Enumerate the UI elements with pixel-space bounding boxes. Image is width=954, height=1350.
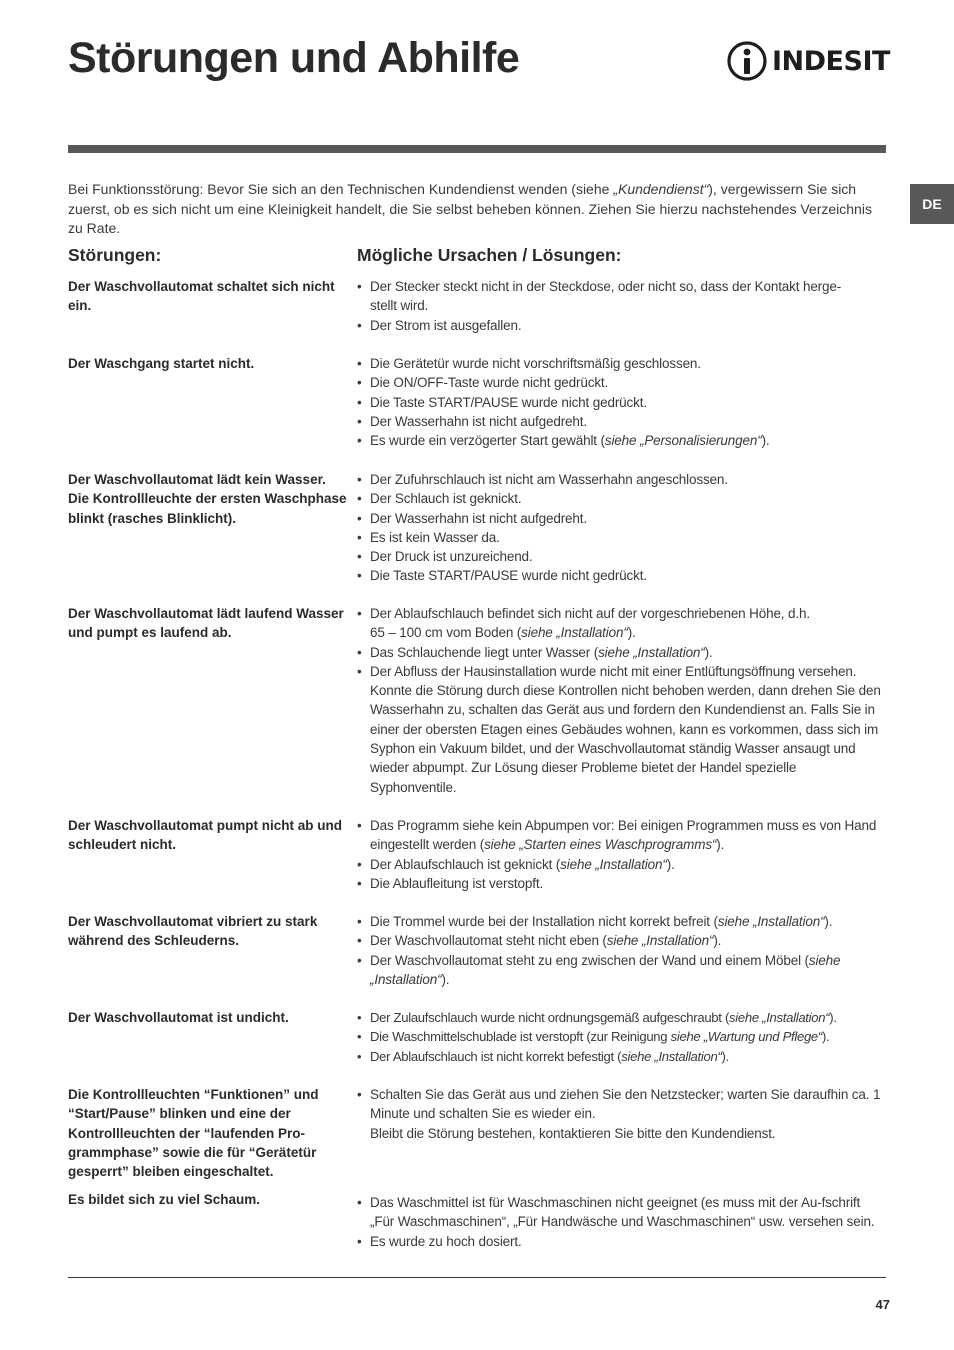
bullet-icon: • (357, 394, 362, 410)
cause-text-continued-start: 65 – 100 cm vom Boden ( (370, 625, 522, 641)
cause-reference: siehe „Personalisierungen“ (604, 433, 762, 449)
bullet-icon: • (357, 568, 362, 584)
list-item (357, 951, 882, 990)
cause-text: Der Ablaufschlauch ist geknickt ( (370, 856, 561, 872)
list-item (357, 874, 882, 893)
cause-text: Der Druck ist unzureichend. (370, 549, 533, 565)
cause-text: Der Ablaufschlauch ist nicht korrekt befestigt ( (370, 1048, 622, 1064)
cause-text: Die Taste START/PAUSE wurde nicht gedrückt. (370, 568, 647, 584)
bullet-icon: • (357, 818, 362, 833)
cause-text: Der Ablaufschlauch befindet sich nicht auf der vorgeschriebenen Höhe, d.h. (370, 606, 810, 621)
cause-reference: siehe „Installation“ (560, 856, 667, 872)
problem-label: Der Waschvollautomat lädt laufend Wasser und pumpt es laufend ab. (68, 606, 344, 641)
problem-label: Der Waschvollautomat pumpt nicht ab und schleudert nicht. (68, 818, 343, 853)
cause-reference: siehe „Installation“ (717, 914, 825, 929)
problem-label: Der Waschgang startet nicht. (68, 356, 255, 371)
list-item (357, 566, 882, 585)
bullet-icon: • (357, 1233, 362, 1249)
bullet-icon: • (357, 433, 362, 449)
cause-text: Schalten Sie das Gerät aus und ziehen Sie den Netzstecker; warten Sie daraufhin ca. 1 Minute und schalten Sie es wieder ein. (370, 1087, 881, 1122)
bullet-icon: • (357, 1087, 362, 1102)
problem-label: Es bildet sich zu viel Schaum. (68, 1192, 261, 1207)
cause-list (357, 1008, 882, 1066)
cause-list (357, 470, 882, 586)
cause-reference: siehe „Installation“ (598, 644, 705, 660)
list-item (357, 912, 882, 931)
cause-text: Der Strom ist ausgefallen. (370, 317, 522, 333)
cause-text: Die ON/OFF-Taste wurde nicht gedrückt. (370, 375, 609, 391)
list-item (357, 373, 882, 392)
cause-text-end: ). (721, 1048, 729, 1064)
bullet-icon: • (357, 1195, 362, 1210)
cause-text: Es wurde ein verzögerter Start gewählt ( (370, 433, 605, 449)
problem-label: Der Waschvollautomat ist undicht. (68, 1010, 289, 1025)
list-item (357, 547, 882, 566)
cause-text-continued (370, 623, 882, 642)
list-item (357, 855, 882, 874)
cause-text: Der Wasserhahn ist nicht aufgedreht. (370, 413, 587, 429)
bullet-icon: • (357, 317, 362, 333)
list-item (357, 470, 882, 489)
cause-text: Das Programm siehe kein Abpumpen vor: Bei einigen Programmen muss es von Hand eingestellt werden ( (370, 818, 877, 853)
intro-paragraph (68, 180, 878, 239)
cause-text: Das Waschmittel ist für Waschmaschinen nicht geeignet (es muss mit der Au-fschrift „Für Waschmaschinen“, „Für Handwäsche und Waschmaschinen“ usw. versehen sein. (370, 1195, 875, 1230)
cause-text: Der Stecker steckt nicht in der Steckdose, oder nicht so, dass der Kontakt herge- (370, 279, 842, 294)
cause-text: Der Wasserhahn ist nicht aufgedreht. (370, 510, 587, 526)
bullet-icon: • (357, 472, 362, 487)
bullet-icon: • (357, 356, 362, 371)
cause-text-end: ). (716, 837, 725, 853)
cause-list (357, 604, 882, 797)
cause-reference: siehe „Installation“ (521, 625, 628, 641)
cause-reference: siehe „Wartung und Pflege“ (670, 1029, 822, 1045)
list-item (357, 277, 882, 316)
cause-text: Der Waschvollautomat steht nicht eben ( (370, 933, 607, 949)
cause-list (357, 1085, 882, 1143)
footer-divider (68, 1277, 886, 1278)
cause-text-end: ). (829, 1010, 837, 1025)
list-item (357, 643, 882, 662)
cause-reference: siehe „Starten eines Waschprogramms“ (484, 837, 717, 853)
cause-text: Die Taste START/PAUSE wurde nicht gedrückt. (370, 394, 647, 410)
list-item (357, 393, 882, 412)
list-item (357, 1008, 882, 1027)
cause-text-end: ). (713, 933, 722, 949)
problem-label: Der Waschvollautomat lädt kein Wasser. Die Kontrollleuchte der ersten Waschphase blinkt (rasches Blinklicht). (68, 472, 347, 526)
problem-label: Der Waschvollautomat vibriert zu stark während des Schleuderns. (68, 914, 318, 949)
cause-reference: siehe „Installation“ (606, 933, 714, 949)
list-item (357, 431, 882, 450)
problems-heading: Störungen: (68, 245, 162, 265)
page-title: Störungen und Abhilfe (68, 34, 520, 82)
list-item (357, 931, 882, 950)
cause-text-end: ). (441, 971, 450, 987)
cause-list (357, 354, 882, 450)
list-item (357, 1047, 882, 1066)
cause-text-continued: Bleibt die Störung bestehen, kontaktieren Sie bitte den Kundendienst. (370, 1125, 776, 1141)
cause-text: Der Waschvollautomat steht zu eng zwischen der Wand und einem Möbel ( (370, 952, 809, 968)
language-tab: DE (910, 184, 954, 224)
list-item (357, 1232, 882, 1251)
list-item (357, 316, 882, 335)
bullet-icon: • (357, 549, 362, 565)
list-item (357, 509, 882, 528)
cause-reference: siehe „Installation“ (729, 1010, 830, 1025)
list-item (357, 816, 882, 855)
cause-text-end: ). (824, 914, 833, 929)
page-number: 47 (875, 1297, 890, 1312)
bullet-icon: • (357, 875, 362, 891)
intro-text-start: Bei Funktionsstörung: Bevor Sie sich an den Technischen Kundendienst wenden (siehe (68, 181, 614, 197)
bullet-icon: • (357, 510, 362, 526)
brand-logo (726, 40, 890, 82)
brand-name: INDESIT (772, 45, 890, 77)
cause-reference: siehe „Installation“ (621, 1048, 722, 1064)
bullet-icon: • (357, 606, 362, 621)
header-divider (68, 145, 886, 153)
problem-label: Der Waschvollautomat schaltet sich nicht ein. (68, 279, 335, 314)
cause-text-end: ). (821, 1029, 830, 1045)
cause-text: Die Trommel wurde bei der Installation nicht korrekt befreit ( (370, 914, 718, 929)
cause-list (357, 277, 882, 335)
bullet-icon: • (357, 375, 362, 391)
list-item (357, 489, 882, 508)
cause-text: Es wurde zu hoch dosiert. (370, 1233, 522, 1249)
cause-text: Die Gerätetür wurde nicht vorschriftsmäßig geschlossen. (370, 356, 701, 371)
bullet-icon: • (357, 644, 362, 660)
bullet-icon: • (357, 1029, 362, 1045)
list-item (357, 528, 882, 547)
cause-text: Der Abfluss der Hausinstallation wurde nicht mit einer Entlüftungsöffnung versehen. Konnte die Störung durch diese Kontrollen nicht behoben werden, dann drehen Sie den Wasserhahn zu, schalten das Gerät aus und fordern den Kundendienst an. Falls Sie in einer der obersten Etagen eines Gebäudes wohnen, kann es vorkommen, dass sich im Syphon ein Vakuum bildet, und der Waschvollautomat ständig Wasser ansaugt und wieder abpumpt. Zur Lösung dieser Probleme bietet der Handel spezielle Syphonventile. (370, 663, 881, 795)
bullet-icon: • (357, 856, 362, 872)
cause-text: Die Waschmittelschublade ist verstopft (zur Reinigung (370, 1029, 671, 1045)
cause-text: Der Zufuhrschlauch ist nicht am Wasserhahn angeschlossen. (370, 472, 728, 487)
cause-text-end: ). (761, 433, 770, 449)
cause-reference: siehe „Installation“ (370, 952, 841, 987)
cause-text-end: ). (704, 644, 713, 660)
cause-list (357, 1193, 882, 1251)
cause-text-end: ). (627, 625, 636, 641)
intro-text-end: ), vergewissern Sie sich zuerst, ob es sich nicht um eine Kleinigkeit handelt, die Sie selbst beheben können. Ziehen Sie hierzu nachstehendes Verzeichnis zu Rate. (68, 181, 872, 236)
cause-text: Der Zulaufschlauch wurde nicht ordnungsgemäß aufgeschraubt ( (370, 1010, 730, 1025)
list-item (357, 412, 882, 431)
bullet-icon: • (357, 529, 362, 545)
bullet-icon: • (357, 413, 362, 429)
cause-list (357, 816, 882, 893)
list-item (357, 662, 882, 797)
bullet-icon: • (357, 279, 362, 294)
list-item (357, 354, 882, 373)
list-item (357, 604, 882, 643)
list-item (357, 1027, 882, 1046)
problem-label: Die Kontrollleuchten “Funktionen” und “Start/Pause” blinken und eine der Kontrollleuchten der “laufenden Pro-grammphase” sowie die für “Gerätetür gesperrt” bleiben eingeschaltet. (68, 1087, 319, 1180)
bullet-icon: • (357, 952, 362, 968)
cause-list (357, 912, 882, 989)
bullet-icon: • (357, 663, 362, 679)
cause-text: Das Schlauchende liegt unter Wasser ( (370, 644, 599, 660)
cause-text: Der Schlauch ist geknickt. (370, 491, 522, 507)
cause-text: Die Ablaufleitung ist verstopft. (370, 875, 544, 891)
bullet-icon: • (357, 1010, 362, 1025)
cause-text-end: ). (666, 856, 675, 872)
intro-reference: „Kundendienst“ (613, 181, 709, 197)
list-item (357, 1085, 882, 1143)
bullet-icon: • (357, 933, 362, 949)
cause-text: Es ist kein Wasser da. (370, 529, 500, 545)
bullet-icon: • (357, 1048, 362, 1064)
indesit-logo-icon (726, 40, 768, 82)
cause-text-continued: stellt wird. (370, 298, 429, 314)
bullet-icon: • (357, 491, 362, 507)
causes-heading: Mögliche Ursachen / Lösungen: (357, 245, 622, 265)
list-item (357, 1193, 882, 1232)
bullet-icon: • (357, 914, 362, 929)
